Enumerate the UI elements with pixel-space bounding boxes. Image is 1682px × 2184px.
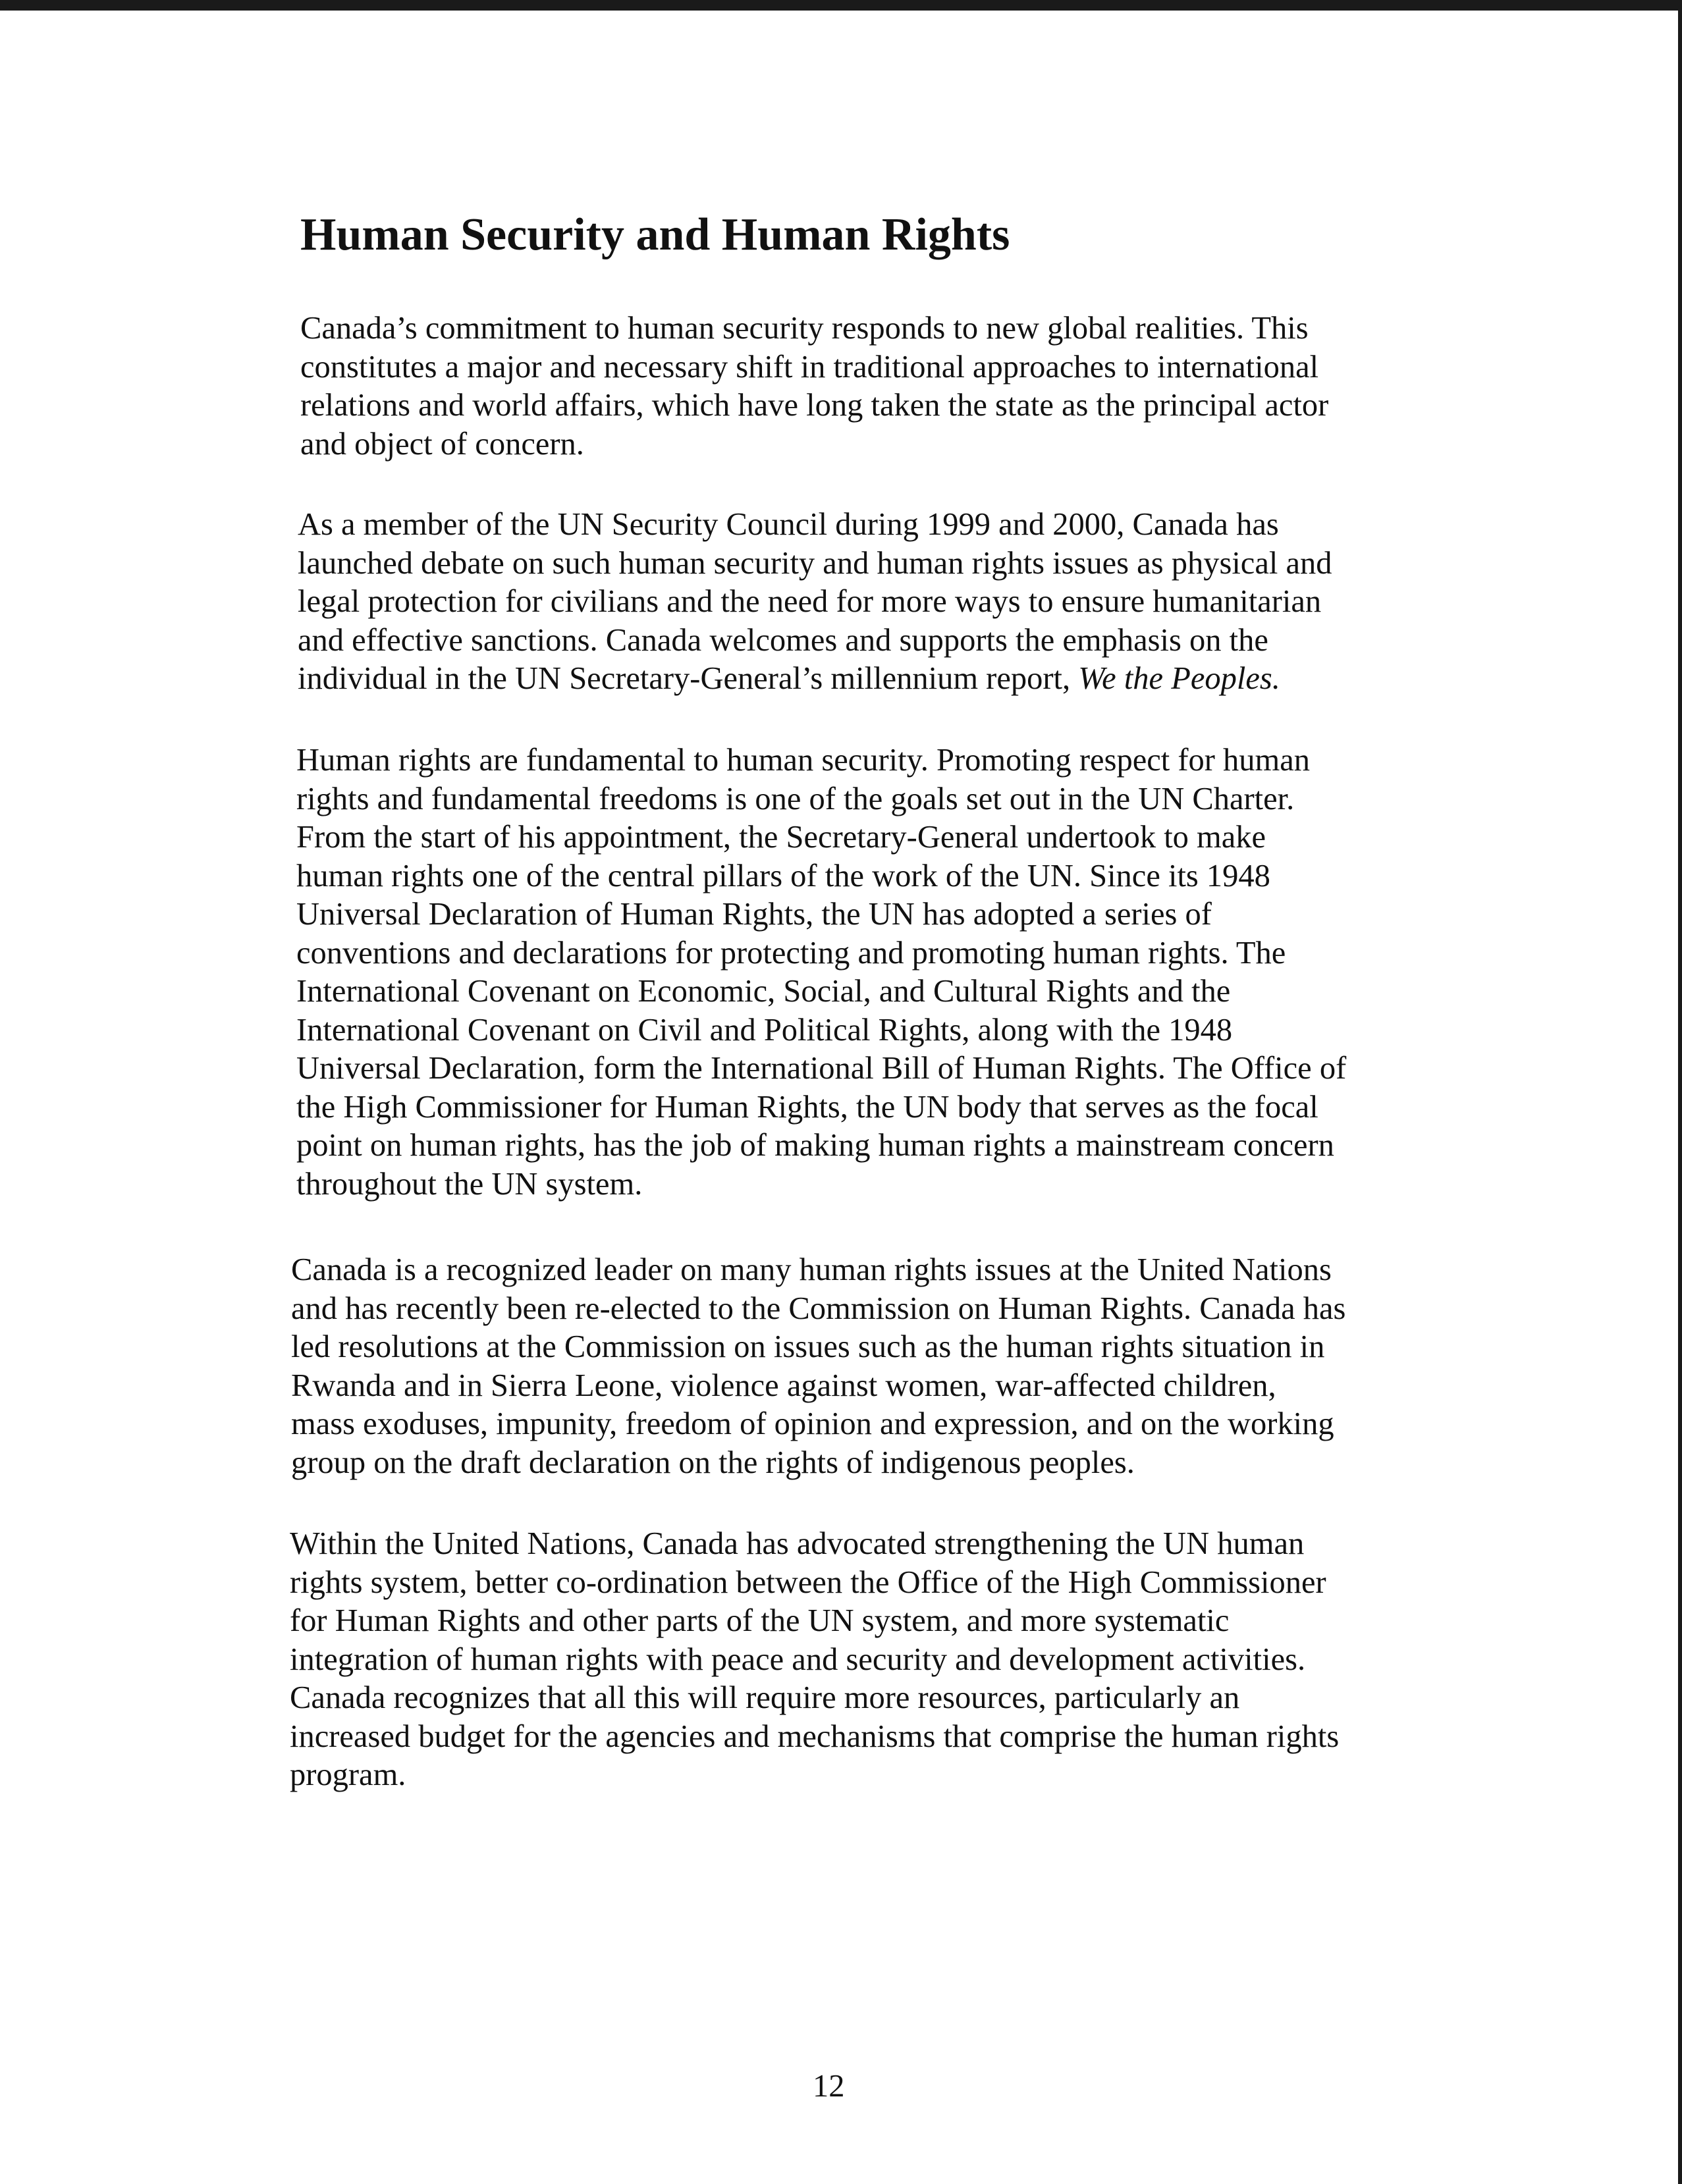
paragraph-line: rights and fundamental freedoms is one of the goals set out in the UN Charter. (296, 781, 1295, 816)
paragraph-line: Universal Declaration of Human Rights, the UN has adopted a series of (296, 897, 1212, 932)
paragraph-line: International Covenant on Civil and Political Rights, along with the 1948 (296, 1012, 1233, 1048)
paragraph-line: increased budget for the agencies and mechanisms that comprise the human rights (290, 1718, 1340, 1754)
paragraph-line: Rwanda and in Sierra Leone, violence against women, war-affected children, (291, 1368, 1276, 1403)
paragraph-line: Human rights are fundamental to human security. Promoting respect for human (296, 743, 1311, 778)
paragraph-line: group on the draft declaration on the rights of indigenous peoples. (291, 1445, 1135, 1480)
paragraph-line: and effective sanctions. Canada welcomes and supports the emphasis on the (298, 622, 1268, 658)
paragraph-line: human rights one of the central pillars of the work of the UN. Since its 1948 (296, 858, 1270, 893)
paragraph-line: conventions and declarations for protecting and promoting human rights. The (296, 935, 1286, 971)
paragraph-line: led resolutions at the Commission on issues such as the human rights situation in (291, 1329, 1325, 1364)
paragraph-5 (290, 1525, 1339, 1795)
paragraph-line: mass exoduses, impunity, freedom of opinion and expression, and on the working (291, 1406, 1334, 1441)
paragraph-line: Canada is a recognized leader on many human rights issues at the United Nations (291, 1252, 1332, 1287)
paragraph-line: throughout the UN system. (296, 1166, 643, 1202)
paragraph-line: legal protection for civilians and the need for more ways to ensure humanitarian (298, 584, 1322, 619)
paragraph-line: International Covenant on Economic, Social, and Cultural Rights and the (296, 974, 1231, 1009)
paragraph-line: constitutes a major and necessary shift in traditional approaches to international (300, 349, 1319, 385)
paragraph-1 (300, 309, 1328, 464)
paragraph-line: and has recently been re-elected to the Commission on Human Rights. Canada has (291, 1291, 1346, 1326)
paragraph-line: As a member of the UN Security Council during 1999 and 2000, Canada has (298, 507, 1279, 542)
scan-edge-right (1678, 0, 1682, 2184)
report-reference-text: individual in the UN Secretary-General’s millennium report, (298, 661, 1079, 696)
page-title: Human Security and Human Rights (300, 209, 1010, 260)
paragraph-line: Canada’s commitment to human security responds to new global realities. This (300, 311, 1309, 346)
paragraph-line: integration of human rights with peace and security and development activities. (290, 1641, 1306, 1677)
paragraph-3 (296, 741, 1346, 1204)
report-title-italic: We the Peoples. (1078, 661, 1280, 696)
paragraph-line: for Human Rights and other parts of the UN system, and more systematic (290, 1603, 1230, 1638)
paragraph-line: point on human rights, has the job of making human rights a mainstream concern (296, 1128, 1334, 1163)
paragraph-line: Canada recognizes that all this will require more resources, particularly an (290, 1680, 1240, 1715)
paragraph-line: program. (290, 1757, 406, 1792)
paragraph-line: relations and world affairs, which have long taken the state as the principal actor (300, 388, 1329, 423)
paragraph-line: the High Commissioner for Human Rights, the UN body that serves as the focal (296, 1089, 1318, 1125)
page-number: 12 (813, 2069, 845, 2104)
paragraph-line (298, 660, 1332, 699)
paragraph-line: rights system, better co-ordination between the Office of the High Commissioner (290, 1564, 1326, 1600)
paragraph-line: From the start of his appointment, the Secretary-General undertook to make (296, 820, 1266, 855)
paragraph-line: launched debate on such human security and human rights issues as physical and (298, 545, 1332, 581)
paragraph-line: Universal Declaration, form the International Bill of Human Rights. The Office of (296, 1051, 1347, 1086)
paragraph-2 (298, 506, 1332, 699)
scan-edge-top (0, 0, 1682, 11)
paragraph-line: and object of concern. (300, 426, 584, 462)
paragraph-4 (291, 1251, 1345, 1482)
paragraph-line: Within the United Nations, Canada has advocated strengthening the UN human (290, 1526, 1305, 1561)
